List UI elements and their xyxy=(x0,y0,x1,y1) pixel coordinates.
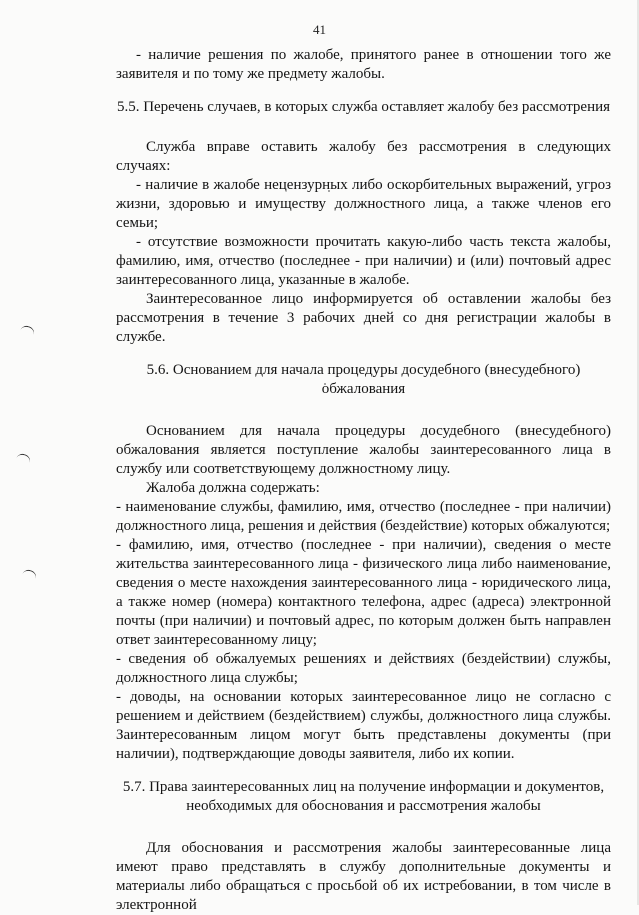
paragraph: - наименование службы, фамилию, имя, отчество (последнее - при наличии) должностного лица, решения и действия (бездействие) которых обжалуются; xyxy=(116,499,611,534)
spacer xyxy=(116,399,611,422)
spacer xyxy=(116,764,611,778)
paragraph: Заинтересованное лицо информируется об оставлении жалобы без рассмотрения в течение 3 рабочих дней со дня регистрации жалобы в службе. xyxy=(116,291,611,345)
section-heading: 5.6. Основанием для начала процедуры досудебного (внесудебного) обжалования xyxy=(146,362,581,397)
margin-mark xyxy=(18,324,35,341)
section-heading: 5.5. Перечень случаев, в которых служба оставляет жалобу без рассмотрения xyxy=(116,99,611,115)
paragraph: - наличие решения по жалобе, принятого ранее в отношении того же заявителя и по тому же предмету жалобы. xyxy=(116,47,611,82)
spacer xyxy=(116,816,611,839)
paragraph: Жалоба должна содержать: xyxy=(146,480,320,496)
paragraph: Для обоснования и рассмотрения жалобы заинтересованные лица имеют право представлять в службу дополнительные документы и материалы либо обращаться с просьбой об их истребовании, в том числе в электронной xyxy=(116,840,611,913)
spacer xyxy=(116,117,611,138)
page-number: 41 xyxy=(313,22,326,37)
paragraph: - наличие в жалобе нецензурных либо оскорбительных выражений, угроз жизни, здоровью и имуществу должностного лица, а также членов его семьи; xyxy=(116,177,611,231)
section-heading: 5.7. Права заинтересованных лиц на получение информации и документов, необходимых для обоснования и рассмотрения жалобы xyxy=(122,779,605,814)
spacer xyxy=(116,84,611,98)
margin-mark xyxy=(20,568,37,585)
paragraph: - сведения об обжалуемых решениях и действиях (бездействии) службы, должностного лица службы; xyxy=(116,651,611,686)
spacer xyxy=(116,347,611,361)
paragraph: - фамилию, имя, отчество (последнее - при наличии), сведения о месте жительства заинтересованного лица - физического лица либо наименование, сведения о месте нахождения заинтересованного лица - юридического лица, а также номер (номера) контактного телефона, адрес (адреса) электронной почты (при наличии) и почтовый адрес, по которым должен быть направлен ответ заинтересованному лицу; xyxy=(116,537,611,648)
paragraph: - доводы, на основании которых заинтересованное лицо не согласно с решением и действием (бездействием) службы, должностного лица службы. Заинтересованным лицом могут быть представлены документы (при наличии), подтверждающие доводы заявителя, либо их копии. xyxy=(116,689,611,762)
paragraph: Служба вправе оставить жалобу без рассмотрения в следующих случаях: xyxy=(116,139,611,174)
margin-mark xyxy=(14,452,31,469)
paragraph: Основанием для начала процедуры досудебного (внесудебного) обжалования является поступление жалобы заинтересованного лица в службу или соответствующему должностному лицу. xyxy=(116,423,611,477)
document-body xyxy=(116,46,611,915)
paragraph: - отсутствие возможности прочитать какую-либо часть текста жалобы, фамилию, имя, отчество (последнее - при наличии) и (или) почтовый адрес заинтересованного лица, указанные в жалобе. xyxy=(116,234,611,288)
